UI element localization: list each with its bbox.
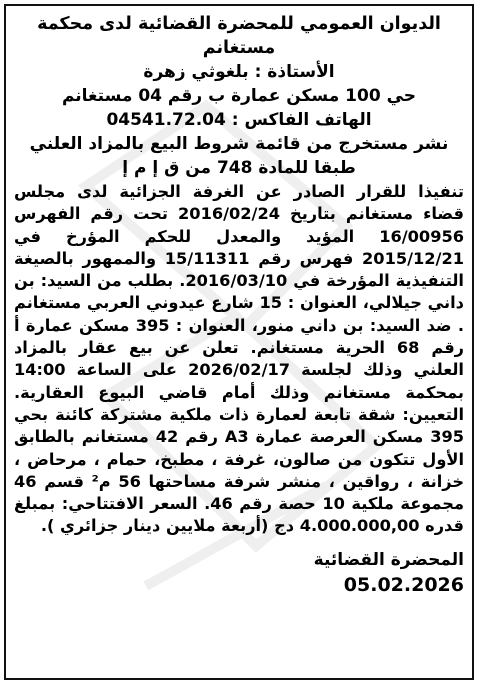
office-address: حي 100 مسكن عمارة ب رقم 04 مستغانم: [61, 86, 417, 106]
notice-date: 05.02.2026: [343, 573, 464, 596]
notice-subject: نشر مستخرج من قائمة شروط البيع بالمزاد العلني: [29, 134, 449, 154]
legal-article: طبقا للمادة 748 من ق إ م إ: [122, 158, 356, 178]
notice-body: تنفيذا للقرار الصادر عن الغرفة الجزائية لدى مجلس قضاء مستغانم بتاريخ 2016/02/24 تحت رقم الفهرس 16/00956 المؤيد والمعدل للحكم المؤرخ في 2015/12/21 فهرس رقم 15/11311 والممهور بالصيغة التنفيذية المؤرخة في 2016/03/10. بطلب من السيد: بن داني جيلالي، العنوان : 15 شارع عيدوني العربي مستغانم . ضد السيد: بن داني منور، العنوان : 395 مسكن عمارة أ رقم 68 الحرية مستغانم. تعلن عن بيع عقار بالمزاد العلني وذلك لجلسة 2026/02/17 على الساعة 14:00 بمحكمة مستغانم وذلك أمام قاضي البيوع العقارية. التعيين: شقة تابعة لعمارة ذات ملكية مشتركة كائنة بحي 395 مسكن العرصة عمارة A3 رقم 42 مستغانم بالطابق الأول تتكون من صالون، غرفة ، مطبخ، حمام ، مرحاض ، خزانة ، رواقين ، منشر شرفة مساحتها 56 م² قسم 46 مجموعة ملكية 10 حصة رقم 46. السعر الافتتاحي: بمبلغ قدره 4.000.000,00 دج (أربعة ملايين دينار جزائري ).: [14, 182, 464, 536]
office-title: الديوان العمومي للمحضرة القضائية لدى محكمة مستغانم: [37, 14, 441, 58]
legal-notice: [4, 4, 474, 680]
notice-header: [14, 12, 464, 180]
signature-label: المحضرة القضائية: [313, 549, 464, 570]
phone-fax: الهاتف الفاكس : 04541.72.04: [106, 110, 372, 130]
notice-footer: [14, 548, 464, 598]
bailiff-name: الأستاذة : بلغوثي زهرة: [143, 62, 335, 82]
